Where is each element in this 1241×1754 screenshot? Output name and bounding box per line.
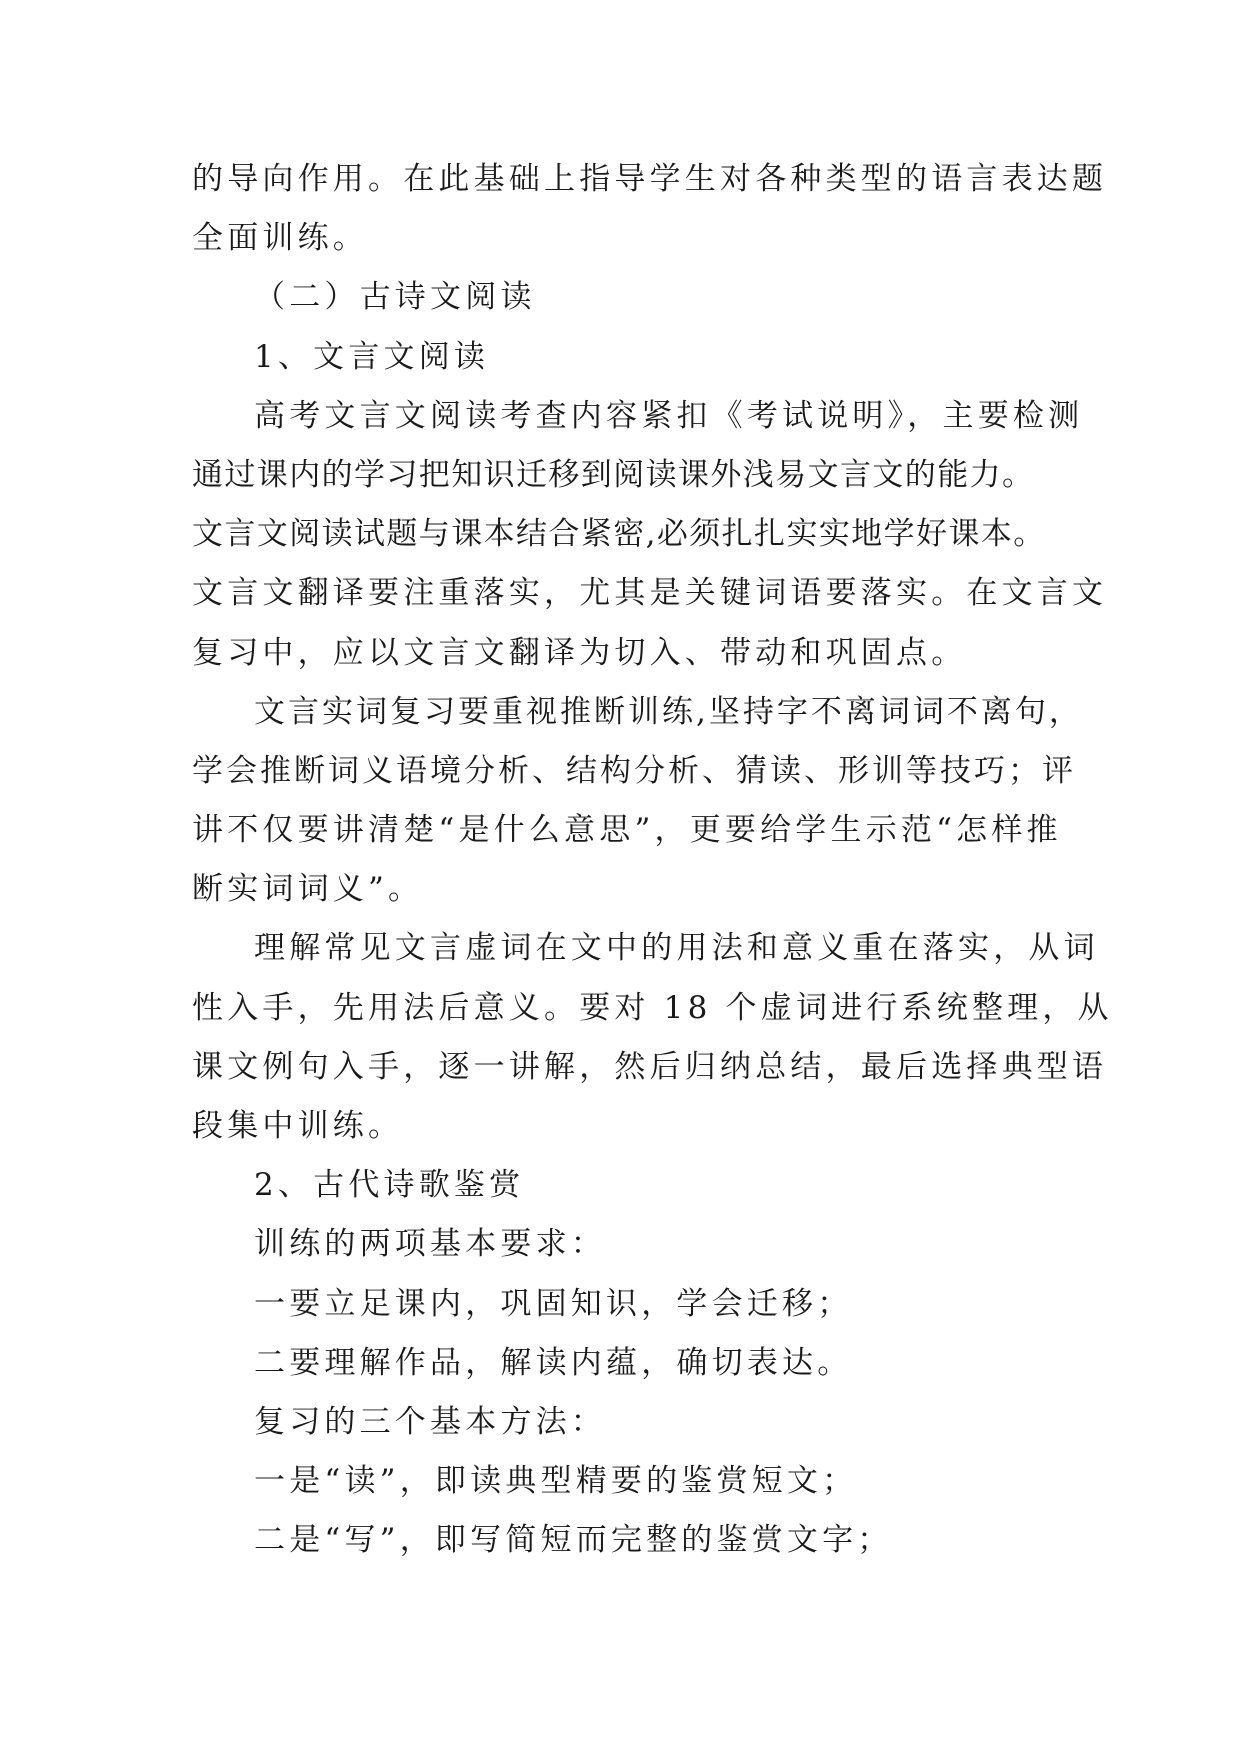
paragraph-line: 的导向作用。在此基础上指导学生对各种类型的语言表达题 xyxy=(192,161,1108,197)
section-heading: （二）古诗文阅读 xyxy=(254,279,536,316)
paragraph-line: 断实词词义”。 xyxy=(192,871,424,908)
paragraph-line: 性入手，先用法后意义。要对 18 个虚词进行系统整理，从 xyxy=(192,989,1113,1026)
paragraph-line: 高考文言文阅读考查内容紧扣《考试说明》，主要检测 xyxy=(254,397,1084,434)
paragraph-line: 文言实词复习要重视推断训练,坚持字不离词词不离句， xyxy=(254,693,1083,730)
paragraph-line: 讲不仅要讲清楚“是什么意思”，更要给学生示范“怎样推 xyxy=(192,812,1062,849)
subsection-heading: 1、文言文阅读 xyxy=(254,338,490,375)
paragraph-line: 训练的两项基本要求： xyxy=(254,1226,606,1263)
paragraph-line: 通过课内的学习把知识迁移到阅读课外浅易文言文的能力。 xyxy=(192,456,1035,493)
paragraph-line: 全面训练。 xyxy=(192,220,368,257)
paragraph-line: 学会推断词义语境分析、结构分析、猜读、形训等技巧；评 xyxy=(192,752,1076,789)
document-body xyxy=(192,150,1113,1571)
paragraph-line: 理解常见文言虚词在文中的用法和意义重在落实，从词 xyxy=(254,930,1099,967)
paragraph-line: 文言文阅读试题与课本结合紧密,必须扎扎实实地学好课本。 xyxy=(192,516,1046,553)
subsection-heading: 2、古代诗歌鉴赏 xyxy=(254,1167,525,1204)
paragraph-line: 一是“读”，即读典型精要的鉴赏短文； xyxy=(254,1463,858,1500)
paragraph-line: 复习中，应以文言文翻译为切入、带动和巩固点。 xyxy=(192,634,967,671)
paragraph-line: 课文例句入手，逐一讲解，然后归纳总结，最后选择典型语 xyxy=(192,1048,1108,1085)
paragraph-line: 复习的三个基本方法： xyxy=(254,1403,606,1440)
paragraph-line: 一要立足课内，巩固知识，学会迁移； xyxy=(254,1285,853,1322)
paragraph-line: 段集中训练。 xyxy=(192,1108,404,1144)
paragraph-line: 二要理解作品，解读内蕴，确切表达。 xyxy=(254,1344,853,1381)
paragraph-line: 文言文翻译要注重落实，尤其是关键词语要落实。在文言文 xyxy=(192,575,1108,612)
paragraph-line: 二是“写”，即写简短而完整的鉴赏文字； xyxy=(254,1522,893,1559)
